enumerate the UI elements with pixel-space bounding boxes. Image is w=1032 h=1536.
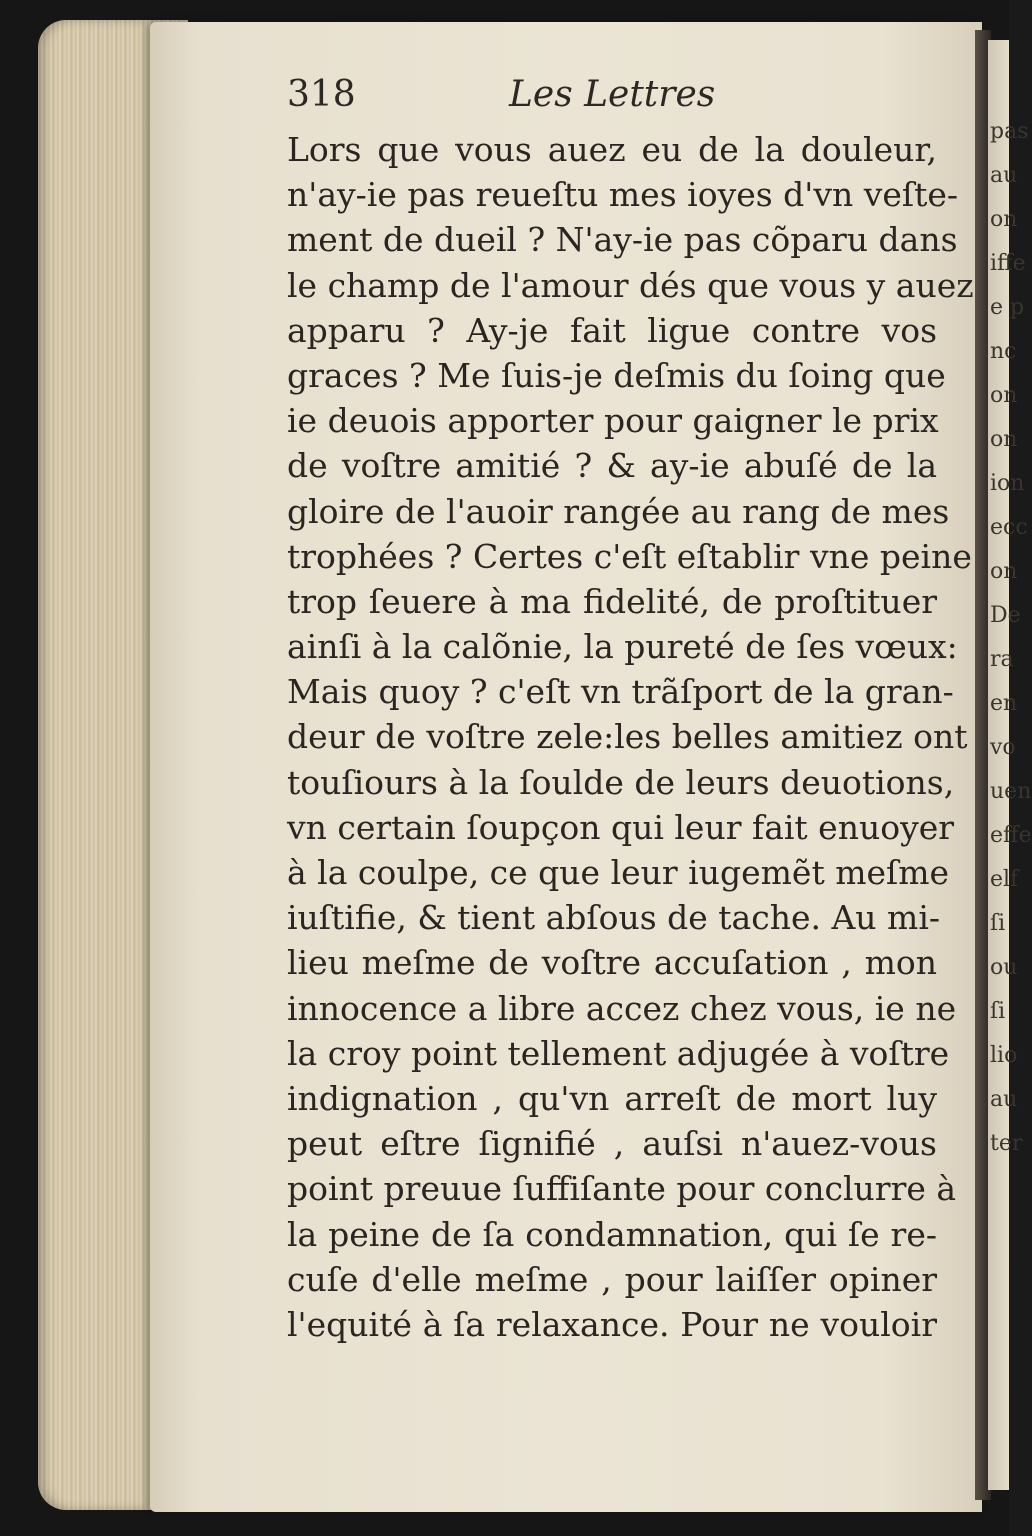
text-line: apparu ? Ay-je fait ligue contre vos — [287, 310, 937, 350]
text-line: de voſtre amitié ? & ay-ie abuſé de la — [287, 446, 937, 486]
facing-fragment: ra — [990, 647, 1014, 672]
facing-fragment: ou — [990, 955, 1018, 980]
facing-fragment: nc — [990, 339, 1017, 364]
facing-fragment: on — [990, 427, 1018, 452]
facing-fragment: au — [990, 1087, 1018, 1112]
facing-fragment: uen — [990, 779, 1032, 804]
text-line: trop ſeuere à ma fidelité, de proſtituer — [287, 581, 937, 621]
text-line: l'equité à ſa relaxance. Pour ne vouloir — [287, 1304, 937, 1344]
text-line: ie deuois apporter pour gaigner le prix — [287, 401, 939, 441]
text-line: touſiours à la ſoulde de leurs deuotions, — [287, 762, 955, 802]
facing-fragment: vo — [990, 735, 1016, 760]
facing-fragment: elf — [990, 867, 1019, 892]
facing-page-fragment — [988, 40, 1032, 1490]
text-line: lieu meſme de voſtre accuſation , mon — [287, 943, 937, 983]
facing-fragment: iffe — [990, 251, 1026, 276]
facing-fragment: on — [990, 383, 1018, 408]
text-line: Lors que vous auez eu de la douleur, — [287, 130, 937, 169]
facing-fragment: ſi — [990, 999, 1006, 1024]
facing-fragment: ſi — [990, 911, 1006, 936]
facing-fragment: lio — [990, 1043, 1018, 1068]
text-line: ment de dueil ? N'ay-ie pas cõparu dans — [287, 220, 958, 260]
page-number: 318 — [287, 74, 356, 115]
text-line: deur de voſtre zele:les belles amitiez ont — [287, 717, 968, 757]
text-line: gloire de l'auoir rangée au rang de mes — [287, 491, 950, 531]
text-line: la peine de ſa condamnation, qui ſe re- — [287, 1214, 937, 1254]
facing-fragment: ecc — [990, 515, 1028, 540]
text-line: innocence a libre accez chez vous, ie ne — [287, 988, 957, 1028]
text-line: n'ay-ie pas reueſtu mes ioyes d'vn veſte- — [287, 175, 959, 215]
facing-fragment: on — [990, 559, 1018, 584]
text-line: graces ? Me ſuis-je deſmis du ſoing que — [287, 355, 946, 395]
facing-fragment: pas — [990, 119, 1029, 144]
text-line: à la coulpe, ce que leur iugemẽt meſme — [287, 853, 950, 892]
facing-fragment: au — [990, 163, 1018, 188]
facing-fragment: ter — [990, 1131, 1023, 1156]
facing-fragment: effe — [990, 823, 1032, 848]
facing-fragment: e p — [990, 295, 1025, 320]
facing-fragment: ion — [990, 471, 1025, 496]
text-line: Mais quoy ? c'eſt vn trãſport de la gran- — [287, 672, 954, 712]
text-line: vn certain ſoupçon qui leur fait enuoyer — [287, 807, 955, 847]
text-line: ainſi à la calõnie, la pureté de ſes vœux: — [287, 627, 958, 667]
text-line: le champ de l'amour dés que vous y auez — [287, 265, 974, 305]
facing-fragment: De — [990, 603, 1021, 628]
text-line: iuſtifie, & tient abſous de tache. Au mi- — [287, 898, 941, 938]
facing-fragment: en — [990, 691, 1018, 716]
text-line: la croy point tellement adjugée à voſtre — [287, 1033, 950, 1073]
facing-fragment: on — [990, 207, 1018, 232]
facing-page-text — [990, 40, 1032, 1166]
text-line: cuſe d'elle meſme , pour laiſſer opiner — [287, 1259, 937, 1299]
text-line: trophées ? Certes c'eſt eſtablir vne peine — [287, 536, 972, 576]
text-line: indignation , qu'vn arreſt de mort luy — [287, 1078, 937, 1118]
body-text — [287, 127, 974, 1347]
text-line: point preuue ſuffiſante pour conclurre à — [287, 1169, 957, 1209]
text-line: peut eſtre ſignifié , auſsi n'auez-vous — [287, 1124, 937, 1164]
running-title: Les Lettres — [509, 74, 716, 115]
running-head — [287, 74, 927, 118]
